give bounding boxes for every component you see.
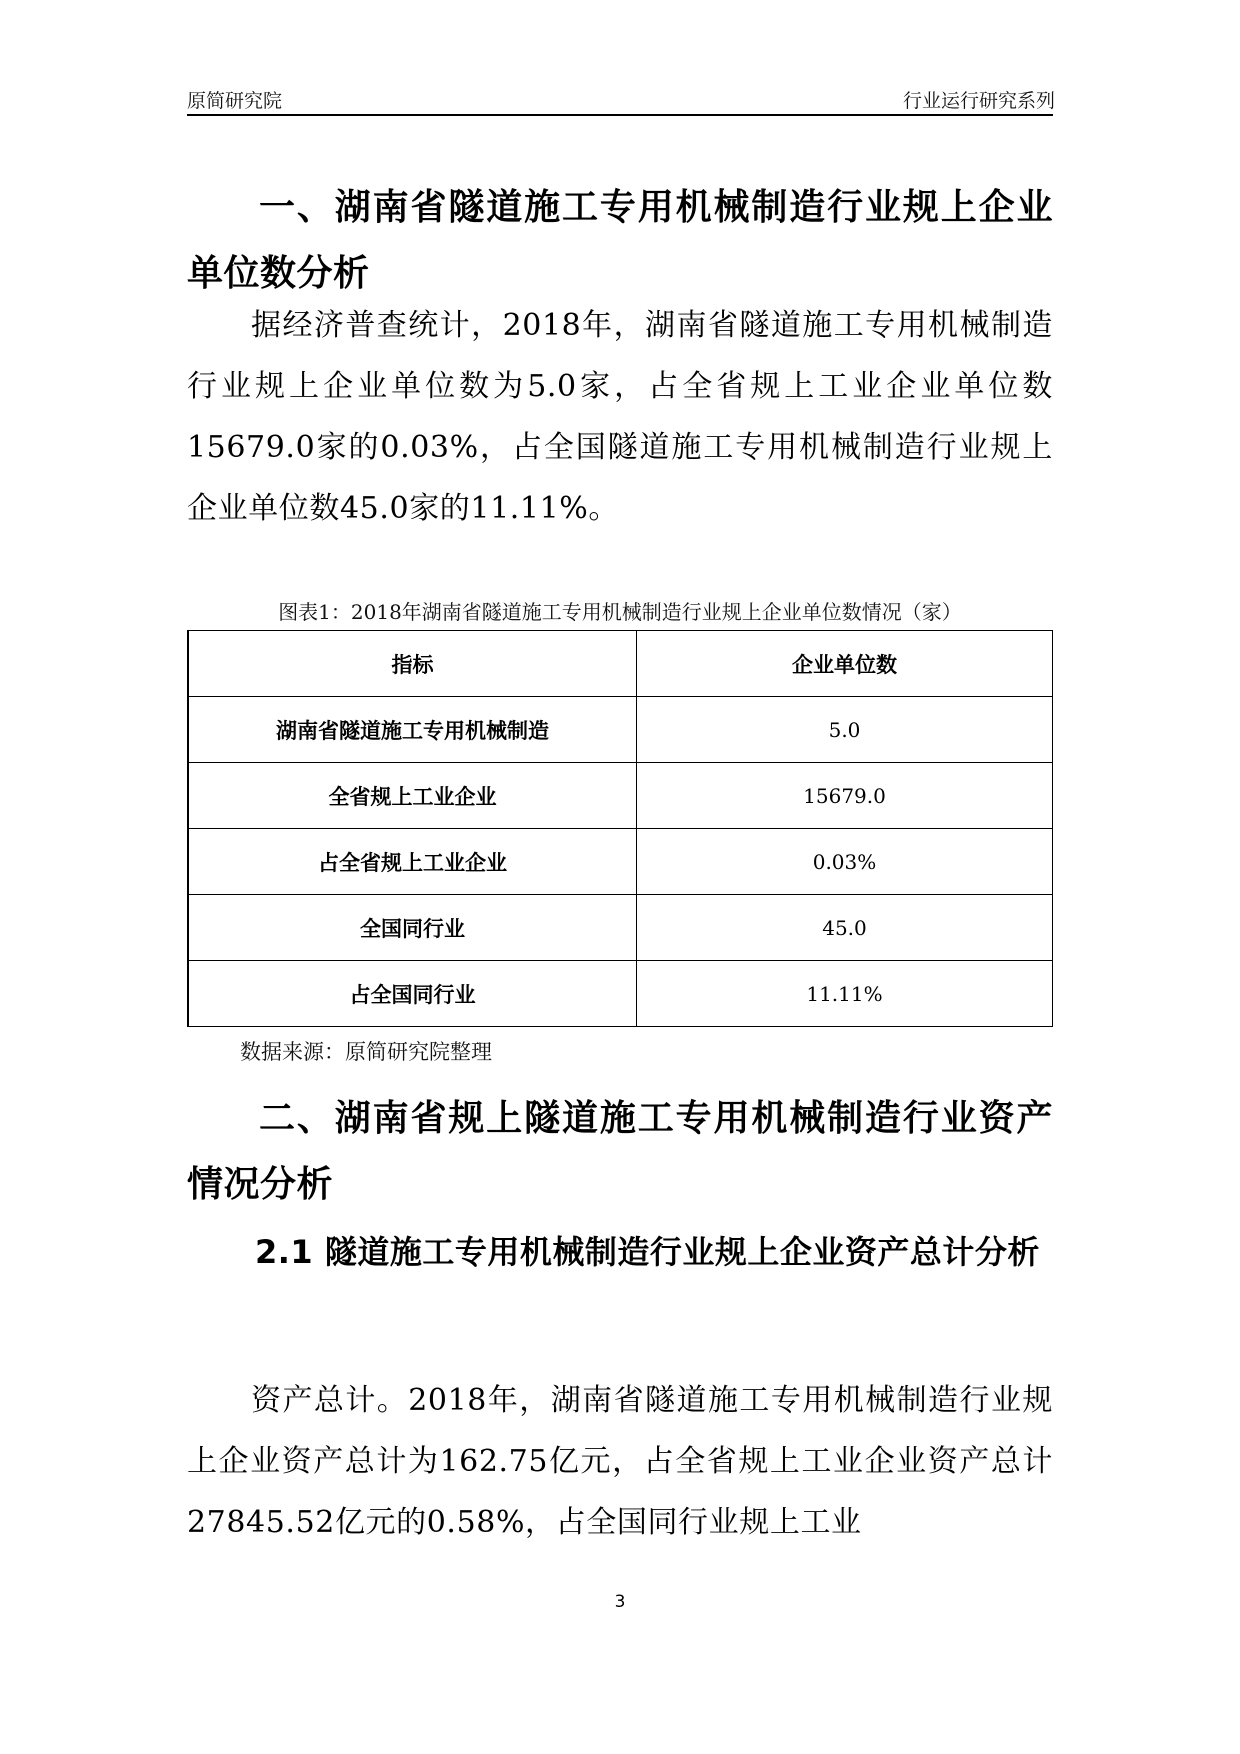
table-row [188, 829, 1053, 895]
table-row-value: 5.0 [637, 697, 1053, 763]
header-series-name: 行业运行研究系列 [902, 90, 1055, 112]
table-row-value: 11.11% [637, 961, 1053, 1027]
table-header-indicator: 指标 [188, 631, 637, 697]
table-row-label: 全省规上工业企业 [188, 763, 637, 829]
section2-1-subheading: 2.1 隧道施工专用机械制造行业规上企业资产总计分析 [255, 1233, 1040, 1271]
page-number: 3 [614, 1592, 626, 1612]
table-row-value: 15679.0 [637, 763, 1053, 829]
section2-heading: 二、湖南省规上隧道施工专用机械制造行业资产情况分析 [187, 1098, 1053, 1205]
table-row [188, 763, 1053, 829]
header-org-name: 原简研究院 [187, 90, 283, 112]
unit-count-table [187, 630, 1053, 1027]
table-row-label: 占全省规上工业企业 [188, 829, 637, 895]
table-row [188, 697, 1053, 763]
table-row-label: 湖南省隧道施工专用机械制造 [188, 697, 637, 763]
table-row-value: 0.03% [637, 829, 1053, 895]
section2-1-paragraph: 资产总计。2018年，湖南省隧道施工专用机械制造行业规上企业资产总计为162.75亿元，占全省规上工业企业资产总计27845.52亿元的0.58%，占全国同行业规上工业 [187, 1383, 1053, 1540]
table-header-row [188, 631, 1053, 697]
table1-caption: 图表1：2018年湖南省隧道施工专用机械制造行业规上企业单位数情况（家） [278, 600, 962, 624]
section1-paragraph: 据经济普查统计，2018年，湖南省隧道施工专用机械制造行业规上企业单位数为5.0家，占全省规上工业企业单位数15679.0家的0.03%，占全国隧道施工专用机械制造行业规上企业单位数45.0家的11.11%。 [187, 308, 1053, 526]
table-row [188, 895, 1053, 961]
table-header-unit-count: 企业单位数 [637, 631, 1053, 697]
header-divider [187, 114, 1053, 116]
table-row-value: 45.0 [637, 895, 1053, 961]
table-row-label: 占全国同行业 [188, 961, 637, 1027]
section1-heading: 一、湖南省隧道施工专用机械制造行业规上企业单位数分析 [187, 187, 1053, 294]
table-row [188, 961, 1053, 1027]
table-row-label: 全国同行业 [188, 895, 637, 961]
table1-source: 数据来源：原简研究院整理 [240, 1040, 492, 1064]
